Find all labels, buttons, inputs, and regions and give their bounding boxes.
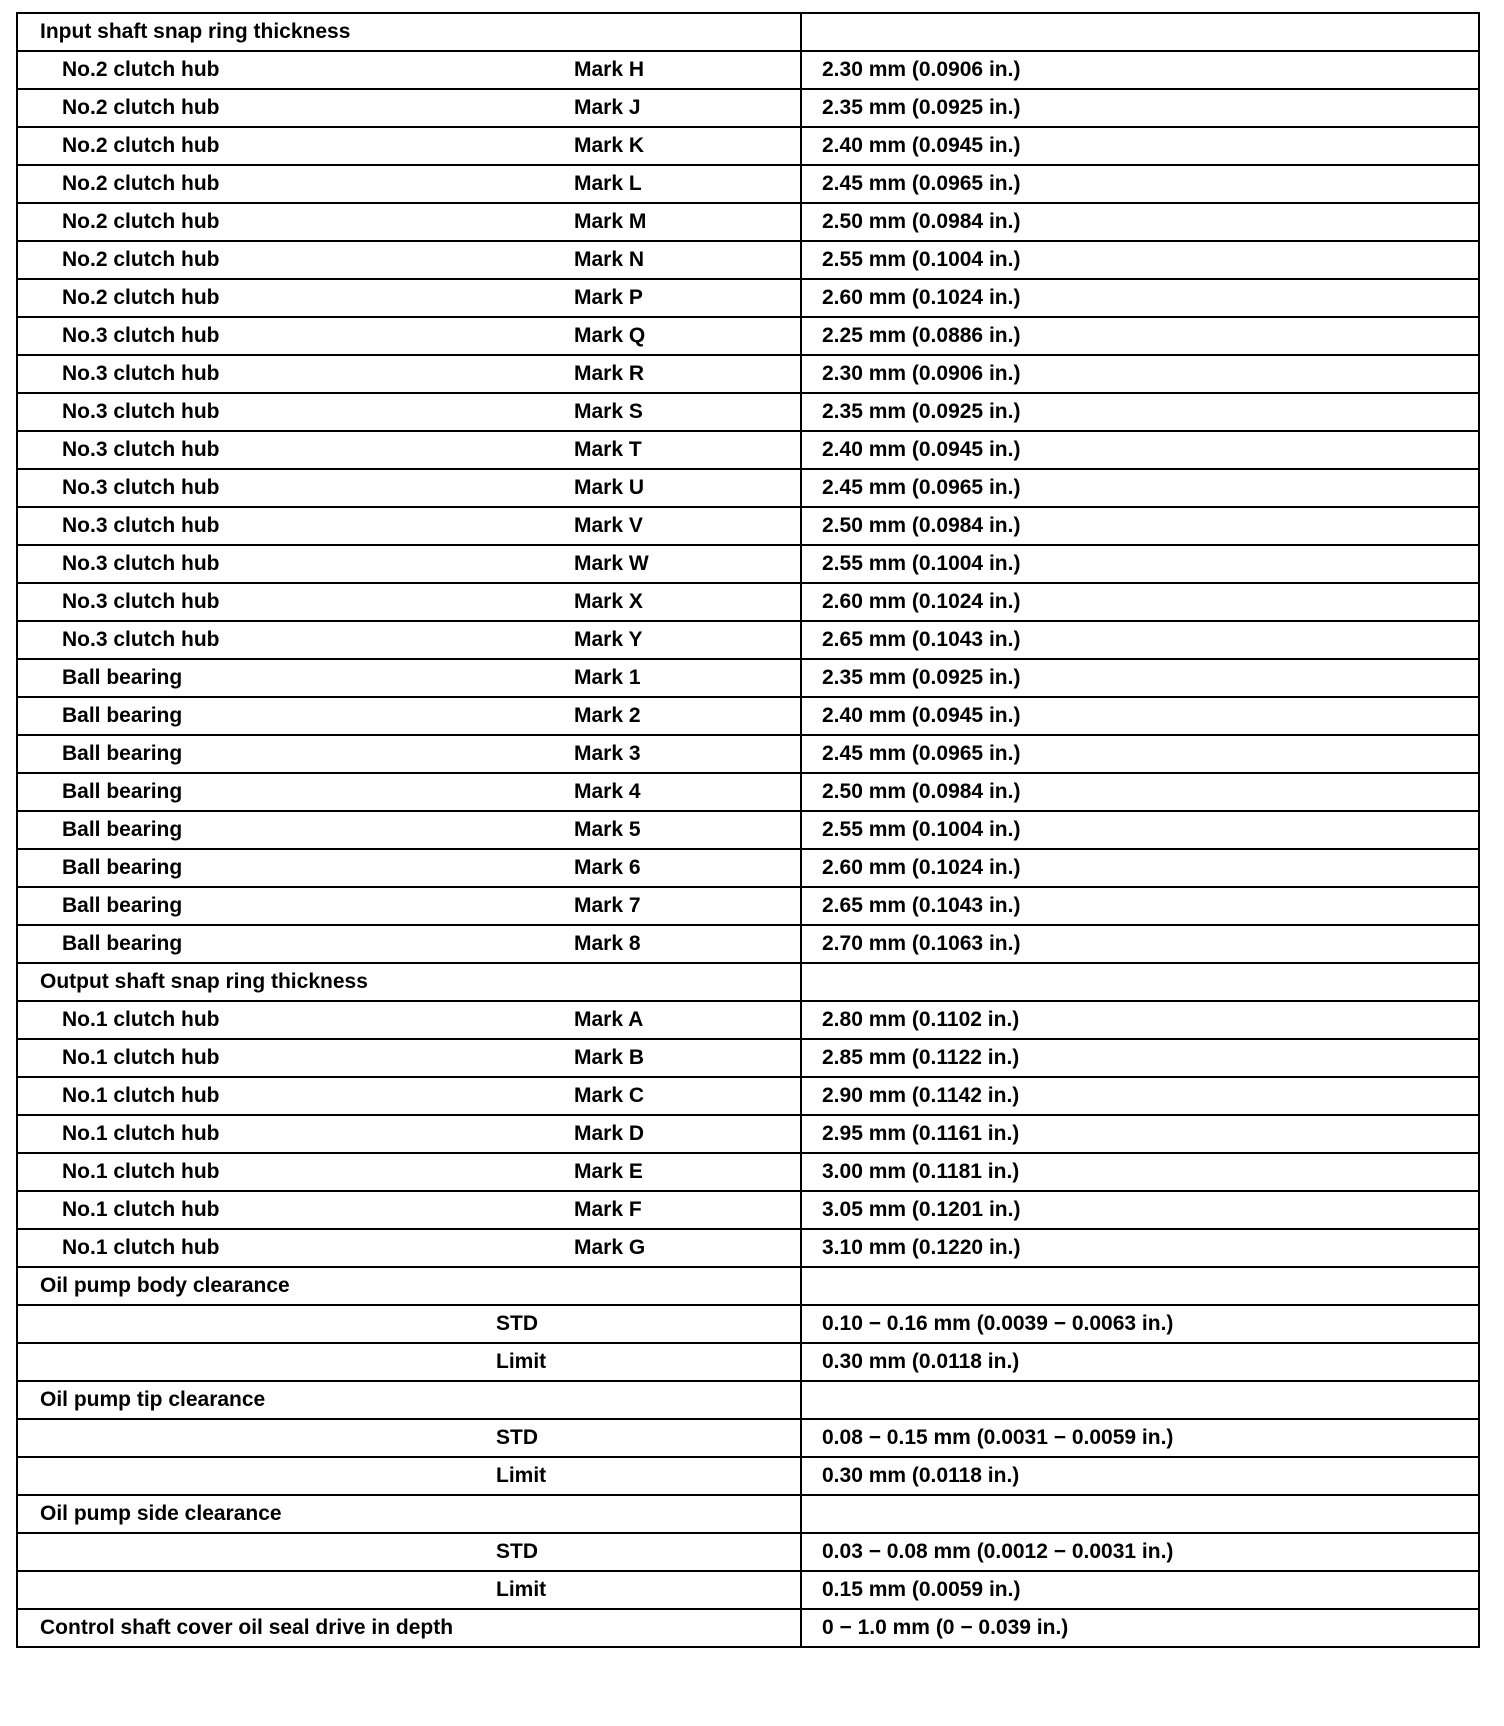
section-title: Oil pump tip clearance: [40, 1388, 266, 1411]
item-cell: [17, 51, 801, 89]
table-row: [17, 925, 1479, 963]
section-value-cell: [801, 963, 1479, 1001]
section-header-row: [17, 1495, 1479, 1533]
table-row: [17, 849, 1479, 887]
item-mark: Mark P: [574, 286, 643, 309]
item-cell: [17, 203, 801, 241]
item-mark: Mark R: [574, 362, 645, 385]
item-label: No.1 clutch hub: [62, 1046, 220, 1069]
item-cell: [17, 1191, 801, 1229]
spec-value: 2.85 mm (0.1122 in.): [822, 1046, 1020, 1069]
spec-value-cell: [801, 89, 1479, 127]
item-cell: [17, 773, 801, 811]
spec-value-cell: [801, 621, 1479, 659]
item-label: Ball bearing: [62, 780, 183, 803]
table-row: [17, 127, 1479, 165]
item-cell: [17, 887, 801, 925]
item-cell: [17, 545, 801, 583]
table-row: [17, 317, 1479, 355]
table-row: [17, 355, 1479, 393]
item-label: Ball bearing: [62, 856, 183, 879]
spec-value-cell: [801, 355, 1479, 393]
spec-value-cell: [801, 1115, 1479, 1153]
spec-value-cell: [801, 165, 1479, 203]
item-mark: Mark W: [574, 552, 649, 575]
spec-value: 0.30 mm (0.0118 in.): [822, 1350, 1020, 1373]
item-cell: [17, 1153, 801, 1191]
spec-value-cell: [801, 545, 1479, 583]
item-mark: Mark N: [574, 248, 645, 271]
section-value-cell: [801, 1267, 1479, 1305]
item-mark: Mark 8: [574, 932, 641, 955]
spec-value-cell: [801, 127, 1479, 165]
item-cell: [17, 1533, 801, 1571]
section-title-cell: [17, 1609, 801, 1647]
table-row: [17, 469, 1479, 507]
spec-value: 2.45 mm (0.0965 in.): [822, 742, 1021, 765]
item-cell: [17, 431, 801, 469]
item-cell: [17, 507, 801, 545]
table-row: [17, 1153, 1479, 1191]
item-label: Ball bearing: [62, 894, 183, 917]
spec-value-cell: [801, 659, 1479, 697]
item-cell: [17, 1229, 801, 1267]
spec-value-cell: [801, 1039, 1479, 1077]
item-mark: Mark 1: [574, 666, 641, 689]
table-row: [17, 507, 1479, 545]
table-row: [17, 1305, 1479, 1343]
item-label: No.2 clutch hub: [62, 286, 220, 309]
spec-value-cell: [801, 925, 1479, 963]
item-cell: [17, 1077, 801, 1115]
table-row: [17, 1115, 1479, 1153]
spec-value: 2.35 mm (0.0925 in.): [822, 400, 1021, 423]
spec-value: 2.90 mm (0.1142 in.): [822, 1084, 1020, 1107]
spec-value: 2.95 mm (0.1161 in.): [822, 1122, 1020, 1145]
item-label: Ball bearing: [62, 666, 183, 689]
spec-value-cell: [801, 735, 1479, 773]
spec-value: 2.55 mm (0.1004 in.): [822, 248, 1021, 271]
spec-value-cell: [801, 317, 1479, 355]
table-row: [17, 165, 1479, 203]
spec-value-cell: [801, 279, 1479, 317]
item-label: No.1 clutch hub: [62, 1236, 220, 1259]
table-row: [17, 659, 1479, 697]
item-mark: Mark K: [574, 134, 645, 157]
item-label: Ball bearing: [62, 932, 183, 955]
item-cell: [17, 1001, 801, 1039]
table-row: [17, 583, 1479, 621]
spec-value-cell: [801, 241, 1479, 279]
item-label: No.1 clutch hub: [62, 1198, 220, 1221]
spec-value: 2.45 mm (0.0965 in.): [822, 476, 1021, 499]
spec-value: 2.30 mm (0.0906 in.): [822, 362, 1021, 385]
item-mark: Mark 3: [574, 742, 641, 765]
item-qualifier: STD: [496, 1540, 538, 1563]
spec-value: 2.60 mm (0.1024 in.): [822, 590, 1021, 613]
item-mark: Mark Q: [574, 324, 646, 347]
spec-value-cell: [801, 887, 1479, 925]
item-cell: [17, 89, 801, 127]
item-cell: [17, 1457, 801, 1495]
spec-value: 2.35 mm (0.0925 in.): [822, 666, 1021, 689]
item-mark: Mark 4: [574, 780, 641, 803]
section-title-cell: [17, 1495, 801, 1533]
item-mark: Mark S: [574, 400, 643, 423]
spec-value-cell: [801, 1077, 1479, 1115]
item-qualifier: STD: [496, 1426, 538, 1449]
item-cell: [17, 1305, 801, 1343]
table-row: [17, 1077, 1479, 1115]
spec-value: 3.05 mm (0.1201 in.): [822, 1198, 1021, 1221]
spec-value: 2.50 mm (0.0984 in.): [822, 514, 1021, 537]
spec-value-cell: [801, 697, 1479, 735]
spec-value: 2.55 mm (0.1004 in.): [822, 818, 1021, 841]
spec-value: 2.55 mm (0.1004 in.): [822, 552, 1021, 575]
item-cell: [17, 925, 801, 963]
item-label: No.3 clutch hub: [62, 590, 220, 613]
item-mark: Mark C: [574, 1084, 645, 1107]
table-row: [17, 1039, 1479, 1077]
item-cell: [17, 355, 801, 393]
item-qualifier: Limit: [496, 1464, 547, 1487]
spec-value: 0.15 mm (0.0059 in.): [822, 1578, 1021, 1601]
item-mark: Mark G: [574, 1236, 646, 1259]
spec-value-cell: [801, 1457, 1479, 1495]
item-label: No.3 clutch hub: [62, 400, 220, 423]
section-title: Output shaft snap ring thickness: [40, 970, 368, 993]
spec-value-cell: [801, 1153, 1479, 1191]
item-qualifier: Limit: [496, 1578, 547, 1601]
section-header-row: [17, 1381, 1479, 1419]
spec-value: 2.50 mm (0.0984 in.): [822, 210, 1021, 233]
spec-value-cell: [801, 1229, 1479, 1267]
spec-value-cell: [801, 811, 1479, 849]
item-cell: [17, 811, 801, 849]
item-cell: [17, 1419, 801, 1457]
table-row: [17, 393, 1479, 431]
item-label: No.2 clutch hub: [62, 172, 220, 195]
item-cell: [17, 735, 801, 773]
table-row: [17, 697, 1479, 735]
table-row: [17, 1571, 1479, 1609]
item-label: No.3 clutch hub: [62, 514, 220, 537]
item-mark: Mark Y: [574, 628, 643, 651]
table-row: [17, 203, 1479, 241]
table-row: [17, 773, 1479, 811]
spec-value: 2.50 mm (0.0984 in.): [822, 780, 1021, 803]
spec-value: 3.10 mm (0.1220 in.): [822, 1236, 1021, 1259]
item-label: No.2 clutch hub: [62, 96, 220, 119]
item-qualifier: STD: [496, 1312, 538, 1335]
item-cell: [17, 1571, 801, 1609]
item-mark: Mark F: [574, 1198, 642, 1221]
table-row: [17, 735, 1479, 773]
spec-value: 3.00 mm (0.1181 in.): [822, 1160, 1020, 1183]
item-cell: [17, 659, 801, 697]
item-cell: [17, 241, 801, 279]
spec-value: 0.10 − 0.16 mm (0.0039 − 0.0063 in.): [822, 1312, 1174, 1335]
spec-value-cell: [801, 1571, 1479, 1609]
item-cell: [17, 621, 801, 659]
spec-value-cell: [801, 469, 1479, 507]
item-cell: [17, 165, 801, 203]
spec-value-cell: [801, 51, 1479, 89]
item-cell: [17, 1039, 801, 1077]
section-header-row: [17, 1609, 1479, 1647]
item-cell: [17, 469, 801, 507]
spec-table-body: [17, 13, 1479, 1647]
item-label: Ball bearing: [62, 704, 183, 727]
spec-value-cell: [801, 1305, 1479, 1343]
item-mark: Mark X: [574, 590, 643, 613]
item-label: No.2 clutch hub: [62, 134, 220, 157]
item-label: No.3 clutch hub: [62, 362, 220, 385]
item-label: No.3 clutch hub: [62, 628, 220, 651]
item-mark: Mark M: [574, 210, 647, 233]
item-cell: [17, 849, 801, 887]
item-cell: [17, 697, 801, 735]
table-row: [17, 241, 1479, 279]
item-label: No.1 clutch hub: [62, 1160, 220, 1183]
table-row: [17, 1191, 1479, 1229]
section-value-cell: [801, 13, 1479, 51]
spec-value: 2.25 mm (0.0886 in.): [822, 324, 1021, 347]
item-label: No.2 clutch hub: [62, 248, 220, 271]
spec-value: 0.08 − 0.15 mm (0.0031 − 0.0059 in.): [822, 1426, 1174, 1449]
section-value: 0 − 1.0 mm (0 − 0.039 in.): [822, 1616, 1069, 1639]
table-row: [17, 1419, 1479, 1457]
item-label: No.3 clutch hub: [62, 476, 220, 499]
item-label: No.3 clutch hub: [62, 438, 220, 461]
item-cell: [17, 279, 801, 317]
section-title-cell: [17, 1267, 801, 1305]
item-label: No.2 clutch hub: [62, 210, 220, 233]
table-row: [17, 811, 1479, 849]
item-mark: Mark U: [574, 476, 645, 499]
spec-value: 2.40 mm (0.0945 in.): [822, 134, 1021, 157]
spec-value-cell: [801, 583, 1479, 621]
table-row: [17, 545, 1479, 583]
section-value-cell: [801, 1495, 1479, 1533]
spec-value: 2.35 mm (0.0925 in.): [822, 96, 1021, 119]
table-row: [17, 621, 1479, 659]
item-label: No.1 clutch hub: [62, 1122, 220, 1145]
item-cell: [17, 583, 801, 621]
spec-value: 2.30 mm (0.0906 in.): [822, 58, 1021, 81]
item-mark: Mark A: [574, 1008, 644, 1031]
table-row: [17, 51, 1479, 89]
table-row: [17, 1001, 1479, 1039]
spec-value: 0.30 mm (0.0118 in.): [822, 1464, 1020, 1487]
spec-value: 2.70 mm (0.1063 in.): [822, 932, 1021, 955]
item-label: No.3 clutch hub: [62, 552, 220, 575]
section-header-row: [17, 963, 1479, 1001]
item-qualifier: Limit: [496, 1350, 547, 1373]
item-mark: Mark L: [574, 172, 642, 195]
spec-value: 2.65 mm (0.1043 in.): [822, 628, 1021, 651]
item-mark: Mark D: [574, 1122, 645, 1145]
spec-value: 2.80 mm (0.1102 in.): [822, 1008, 1020, 1031]
table-row: [17, 279, 1479, 317]
table-row: [17, 1343, 1479, 1381]
item-cell: [17, 1115, 801, 1153]
section-title-cell: [17, 13, 801, 51]
section-header-row: [17, 13, 1479, 51]
section-title: Control shaft cover oil seal drive in depth: [40, 1616, 454, 1639]
spec-value: 2.45 mm (0.0965 in.): [822, 172, 1021, 195]
section-value-cell: [801, 1609, 1479, 1647]
spec-table: [16, 12, 1480, 1648]
table-row: [17, 1229, 1479, 1267]
section-header-row: [17, 1267, 1479, 1305]
section-title-cell: [17, 963, 801, 1001]
item-mark: Mark B: [574, 1046, 645, 1069]
item-mark: Mark J: [574, 96, 641, 119]
spec-value-cell: [801, 1419, 1479, 1457]
item-mark: Mark H: [574, 58, 645, 81]
item-mark: Mark V: [574, 514, 643, 537]
spec-value-cell: [801, 1001, 1479, 1039]
spec-value-cell: [801, 203, 1479, 241]
table-row: [17, 89, 1479, 127]
spec-value-cell: [801, 849, 1479, 887]
item-mark: Mark 6: [574, 856, 641, 879]
spec-value-cell: [801, 393, 1479, 431]
item-cell: [17, 127, 801, 165]
section-title: Oil pump body clearance: [40, 1274, 290, 1297]
item-cell: [17, 393, 801, 431]
section-title: Oil pump side clearance: [40, 1502, 282, 1525]
spec-value-cell: [801, 773, 1479, 811]
spec-value: 2.65 mm (0.1043 in.): [822, 894, 1021, 917]
item-mark: Mark 2: [574, 704, 641, 727]
item-label: No.1 clutch hub: [62, 1084, 220, 1107]
table-row: [17, 1533, 1479, 1571]
item-label: No.3 clutch hub: [62, 324, 220, 347]
spec-value: 2.40 mm (0.0945 in.): [822, 704, 1021, 727]
section-title-cell: [17, 1381, 801, 1419]
spec-value: 2.60 mm (0.1024 in.): [822, 856, 1021, 879]
table-row: [17, 1457, 1479, 1495]
spec-value-cell: [801, 431, 1479, 469]
spec-value-cell: [801, 1533, 1479, 1571]
spec-value-cell: [801, 1191, 1479, 1229]
spec-value-cell: [801, 507, 1479, 545]
item-mark: Mark T: [574, 438, 642, 461]
spec-value: 2.60 mm (0.1024 in.): [822, 286, 1021, 309]
section-value-cell: [801, 1381, 1479, 1419]
item-cell: [17, 1343, 801, 1381]
section-title: Input shaft snap ring thickness: [40, 20, 351, 43]
table-row: [17, 887, 1479, 925]
item-label: Ball bearing: [62, 742, 183, 765]
table-row: [17, 431, 1479, 469]
item-label: No.1 clutch hub: [62, 1008, 220, 1031]
spec-value: 2.40 mm (0.0945 in.): [822, 438, 1021, 461]
item-mark: Mark E: [574, 1160, 643, 1183]
item-cell: [17, 317, 801, 355]
spec-value-cell: [801, 1343, 1479, 1381]
spec-value: 0.03 − 0.08 mm (0.0012 − 0.0031 in.): [822, 1540, 1174, 1563]
item-mark: Mark 5: [574, 818, 641, 841]
item-mark: Mark 7: [574, 894, 641, 917]
item-label: Ball bearing: [62, 818, 183, 841]
item-label: No.2 clutch hub: [62, 58, 220, 81]
